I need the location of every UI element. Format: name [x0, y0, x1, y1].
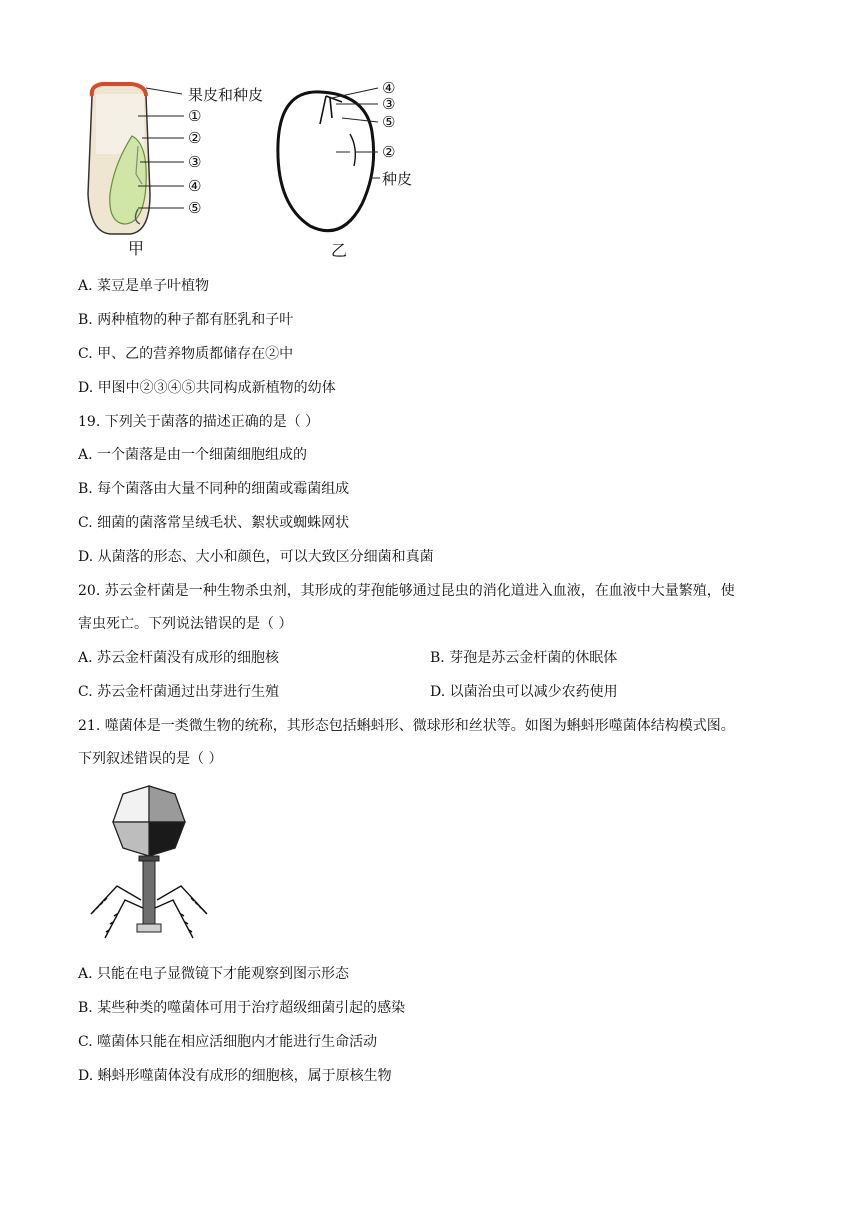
q18-option-c: C. 甲、乙的营养物质都储存在②中 — [78, 346, 294, 362]
q19-option-d: D. 从菌落的形态、大小和颜色，可以大致区分细菌和真菌 — [78, 549, 434, 565]
q20-stem-line1: 20. 苏云金杆菌是一种生物杀虫剂，其形成的芽孢能够通过昆虫的消化道进入血液，在血液中大量繁殖，使 — [78, 583, 735, 599]
q21-stem-line2: 下列叙述错误的是（ ） — [78, 751, 223, 767]
q20-option-b: B. 芽孢是苏云金杆菌的休眠体 — [430, 650, 618, 666]
q21-option-c: C. 噬菌体只能在相应活细胞内才能进行生命活动 — [78, 1034, 378, 1050]
corn-label-pericarp: 果皮和种皮 — [188, 86, 264, 104]
figure-label-jia: 甲 — [128, 239, 145, 258]
corn-label-3: ③ — [188, 153, 202, 171]
figure-label-yi: 乙 — [331, 241, 348, 260]
bean-label-2: ② — [382, 143, 396, 161]
phage-head — [113, 786, 185, 856]
q19-option-c: C. 细菌的菌落常呈绒毛状、絮状或蜘蛛网状 — [78, 515, 350, 531]
q18-option-a: A. 菜豆是单子叶植物 — [78, 278, 210, 294]
bean-label-3: ③ — [382, 95, 396, 113]
q21-option-d: D. 蝌蚪形噬菌体没有成形的细胞核，属于原核生物 — [78, 1068, 392, 1084]
bean-label-seed-coat: 种皮 — [382, 170, 413, 188]
seed-structure-figure — [80, 74, 440, 260]
q21-option-a: A. 只能在电子显微镜下才能观察到图示形态 — [78, 966, 350, 982]
q18-option-d: D. 甲图中②③④⑤共同构成新植物的幼体 — [78, 380, 336, 396]
bean-seed-drawing — [278, 92, 374, 231]
q18-option-b: B. 两种植物的种子都有胚乳和子叶 — [78, 312, 294, 328]
phage-tail — [137, 856, 161, 932]
corn-label-5: ⑤ — [188, 199, 202, 217]
corn-label-1: ① — [188, 107, 202, 125]
bean-label-5: ⑤ — [382, 113, 396, 131]
bean-label-4: ④ — [382, 79, 396, 97]
q19-option-a: A. 一个菌落是由一个细菌细胞组成的 — [78, 447, 308, 463]
corn-label-4: ④ — [188, 177, 202, 195]
q21-option-b: B. 某些种类的噬菌体可用于治疗超级细菌引起的感染 — [78, 1000, 406, 1016]
q21-stem-line1: 21. 噬菌体是一类微生物的统称，其形态包括蝌蚪形、微球形和丝状等。如图为蝌蚪形噬菌体结构模式图。 — [78, 718, 735, 734]
q19-option-b: B. 每个菌落由大量不同种的细菌或霉菌组成 — [78, 481, 350, 497]
q20-option-d: D. 以菌治虫可以减少农药使用 — [430, 684, 618, 700]
q20-stem-line2: 害虫死亡。下列说法错误的是（ ） — [78, 616, 293, 632]
corn-seed-drawing — [88, 84, 150, 234]
q20-option-a: A. 苏云金杆菌没有成形的细胞核 — [78, 650, 280, 666]
corn-label-2: ② — [188, 129, 202, 147]
bacteriophage-figure — [85, 782, 220, 942]
q20-option-c: C. 苏云金杆菌通过出芽进行生殖 — [78, 684, 280, 700]
q19-stem: 19. 下列关于菌落的描述正确的是（ ） — [78, 414, 320, 430]
